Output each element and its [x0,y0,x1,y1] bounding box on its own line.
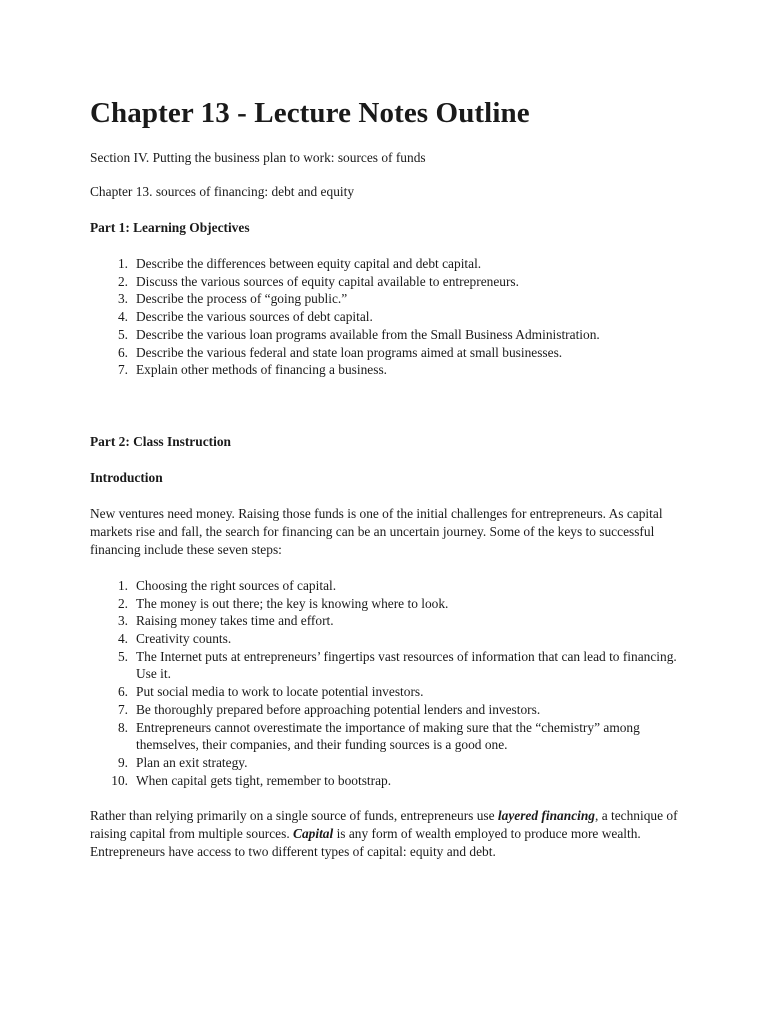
list-item: 6. Describe the various federal and state loan programs aimed at small businesses. [117,344,563,360]
objective-text: Describe the process of “going public.” [136,291,348,307]
step-text: Raising money takes time and effort. [136,613,334,629]
list-item: 9. Plan an exit strategy. [117,754,248,770]
part2-heading: Part 2: Class Instruction [90,433,231,449]
objective-text: Describe the various sources of debt capital. [136,309,373,325]
objectives-list [90,255,680,379]
objective-text: Describe the various federal and state loan programs aimed at small businesses. [136,344,563,360]
step-text: The Internet puts at entrepreneurs’ fingertips vast resources of information that can lead to financing. Use it. [136,648,677,682]
list-item: 4. Describe the various sources of debt capital. [117,309,373,325]
page-title: Chapter 13 - Lecture Notes Outline [90,97,530,129]
list-item: 3. Describe the process of “going public.” [117,291,348,307]
list-item: 3. Raising money takes time and effort. [117,613,334,629]
objective-text: Explain other methods of financing a business. [136,362,388,378]
list-item: 5. The Internet puts at entrepreneurs’ fingertips vast resources of information that can lead to financing. Use it. [117,648,677,682]
closing-text-3: is any form of wealth employed to produce more wealth. Entrepreneurs have access to two different types of capital: equity and debt. [90,826,641,860]
term-layered-financing: layered financing [497,808,595,824]
steps-list [90,577,680,789]
list-item: 6. Put social media to work to locate potential investors. [117,684,424,700]
introduction-heading: Introduction [90,469,163,485]
list-item: 2. Discuss the various sources of equity capital available to entrepreneurs. [117,273,519,289]
section-line: Section IV. Putting the business plan to work: sources of funds [90,150,426,165]
list-item: 1. Describe the differences between equity capital and debt capital. [117,256,482,271]
list-item: 7. Explain other methods of financing a business. [117,362,388,378]
step-text: Entrepreneurs cannot overestimate the importance of making sure that the “chemistry” among themselves, their companies, and their funding sources is a good one. [136,719,640,753]
part1-heading: Part 1: Learning Objectives [90,220,250,235]
list-item: 4. Creativity counts. [117,631,232,647]
list-item: 1. Choosing the right sources of capital. [117,577,337,593]
closing-text-2: , a technique of raising capital from multiple sources. [90,808,678,842]
step-text: Be thoroughly prepared before approaching potential lenders and investors. [136,701,541,717]
closing-text-1: Rather than relying primarily on a single source of funds, entrepreneurs use [90,808,498,824]
objective-text: Discuss the various sources of equity capital available to entrepreneurs. [136,273,519,289]
document-page [90,93,680,861]
step-text: Plan an exit strategy. [136,754,248,770]
objective-text: Describe the various loan programs available from the Small Business Administration. [136,326,600,342]
step-text: Creativity counts. [136,631,232,647]
intro-paragraph: New ventures need money. Raising those funds is one of the initial challenges for entrepreneurs. As capital markets rise and fall, the search for financing can be an uncertain journey. Some of the keys to successful financing include these seven steps: [90,505,663,557]
list-item: 5. Describe the various loan programs available from the Small Business Administration. [117,326,600,342]
step-text: When capital gets tight, remember to bootstrap. [136,772,392,788]
list-item: 10. When capital gets tight, remember to bootstrap. [111,772,392,788]
term-capital: Capital [293,826,334,842]
list-item: 8. Entrepreneurs cannot overestimate the importance of making sure that the “chemistry” among themselves, their companies, and their funding sources is a good one. [117,719,640,753]
step-text: Put social media to work to locate potential investors. [136,684,424,700]
list-item: 7. Be thoroughly prepared before approaching potential lenders and investors. [117,701,541,717]
list-item: 2. The money is out there; the key is knowing where to look. [117,595,449,611]
objective-text: Describe the differences between equity capital and debt capital. [136,256,482,271]
closing-paragraph [90,807,680,861]
step-text: The money is out there; the key is knowing where to look. [136,595,449,611]
chapter-line: Chapter 13. sources of financing: debt and equity [90,184,355,199]
step-text: Choosing the right sources of capital. [136,577,337,593]
